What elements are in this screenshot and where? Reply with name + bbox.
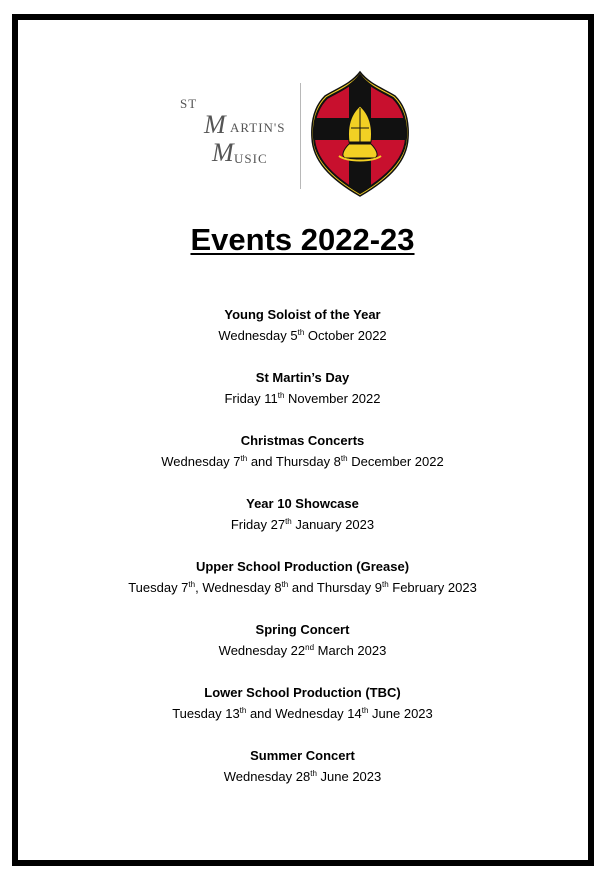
event-title: Lower School Production (TBC) xyxy=(204,685,401,700)
event-item xyxy=(0,621,605,684)
events-list xyxy=(0,306,605,810)
event-date: Wednesday 7th and Thursday 8th December 2022 xyxy=(161,454,444,469)
event-date: Friday 11th November 2022 xyxy=(224,391,381,406)
page-title: Events 2022-23 xyxy=(190,222,415,257)
logo-music-rest: USIC xyxy=(234,151,268,166)
event-item xyxy=(0,495,605,558)
event-item xyxy=(0,432,605,495)
event-date: Wednesday 28th June 2023 xyxy=(223,769,382,784)
logo-divider xyxy=(300,83,301,189)
event-item xyxy=(0,369,605,432)
logo-martins-initial: M xyxy=(204,110,226,139)
event-date: Wednesday 5th October 2022 xyxy=(218,328,387,343)
event-date: Tuesday 7th, Wednesday 8th and Thursday 9th February 2023 xyxy=(128,580,477,595)
event-date: Wednesday 22nd March 2023 xyxy=(218,643,387,658)
event-item xyxy=(0,684,605,747)
logo-music-initial: M xyxy=(212,138,234,167)
event-date: Tuesday 13th and Wednesday 14th June 2023 xyxy=(172,706,433,721)
school-crest-icon xyxy=(311,70,409,198)
event-title: Year 10 Showcase xyxy=(246,496,359,511)
event-title: Christmas Concerts xyxy=(240,433,365,448)
event-title: Summer Concert xyxy=(250,748,355,763)
event-item xyxy=(0,558,605,621)
event-title: St Martin’s Day xyxy=(255,370,350,385)
event-date: Friday 27th January 2023 xyxy=(230,517,375,532)
event-title: Young Soloist of the Year xyxy=(224,307,381,322)
logo-martins-rest: ARTIN'S xyxy=(230,120,286,135)
st-martins-music-logo xyxy=(178,96,296,186)
event-item xyxy=(0,306,605,369)
event-title: Upper School Production (Grease) xyxy=(195,559,410,574)
event-title: Spring Concert xyxy=(255,622,350,637)
logo-st: ST xyxy=(180,96,198,111)
event-item xyxy=(0,747,605,810)
